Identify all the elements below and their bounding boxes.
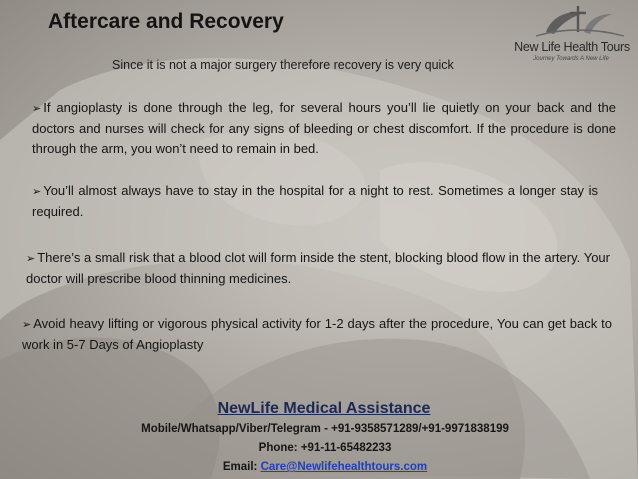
logo	[502, 2, 638, 72]
bullet-text: There’s a small risk that a blood clot will form inside the stent, blocking blood flow in the artery. Your doctor will prescribe blood thinning medicines.	[26, 250, 610, 286]
footer-email-line	[12, 458, 638, 477]
logo-tagline: Journey Towards A New Life	[533, 56, 609, 62]
footer-contact-numbers: Mobile/Whatsapp/Viber/Telegram - +91-9358571289/+91-9971838199	[141, 423, 509, 435]
phone-label: Phone:	[258, 442, 298, 454]
bullet-text: You’ll almost always have to stay in the hospital for a night to rest. Sometimes a longer stay is required.	[32, 183, 598, 219]
arrow-check-icon: ➢	[26, 253, 36, 265]
email-label: Email:	[222, 461, 258, 473]
page-subtitle: Since it is not a major surgery therefore recovery is very quick	[112, 58, 454, 72]
page-title: Aftercare and Recovery	[48, 10, 284, 33]
bullet-text: If angioplasty is done through the leg, for several hours you’ll lie quietly on your back and the doctors and nurses will check for any signs of bleeding or chest discomfort. If the procedure is done through the arm, you won’t need to remain in bed.	[32, 100, 616, 156]
email-link[interactable]: Care@Newlifehealthtours.com	[260, 461, 428, 473]
bullet-text: Avoid heavy lifting or vigorous physical activity for 1-2 days after the procedure, You can get back to work in 5-7 Days of Angioplasty	[22, 316, 612, 352]
arrow-check-icon: ➢	[32, 186, 42, 198]
bullet-item	[22, 314, 612, 355]
bullet-item	[32, 181, 598, 222]
footer	[0, 400, 638, 477]
footer-title: NewLife Medical Assistance	[217, 400, 431, 417]
arrow-check-icon: ➢	[32, 103, 42, 115]
bullet-item	[32, 98, 616, 159]
footer-phone-line	[12, 439, 638, 458]
logo-name: New Life Health Tours	[514, 40, 630, 54]
bullet-item	[26, 248, 610, 289]
logo-mark-icon	[502, 2, 638, 42]
phone-number: +91-11-65482233	[300, 442, 392, 454]
arrow-check-icon: ➢	[22, 319, 32, 331]
